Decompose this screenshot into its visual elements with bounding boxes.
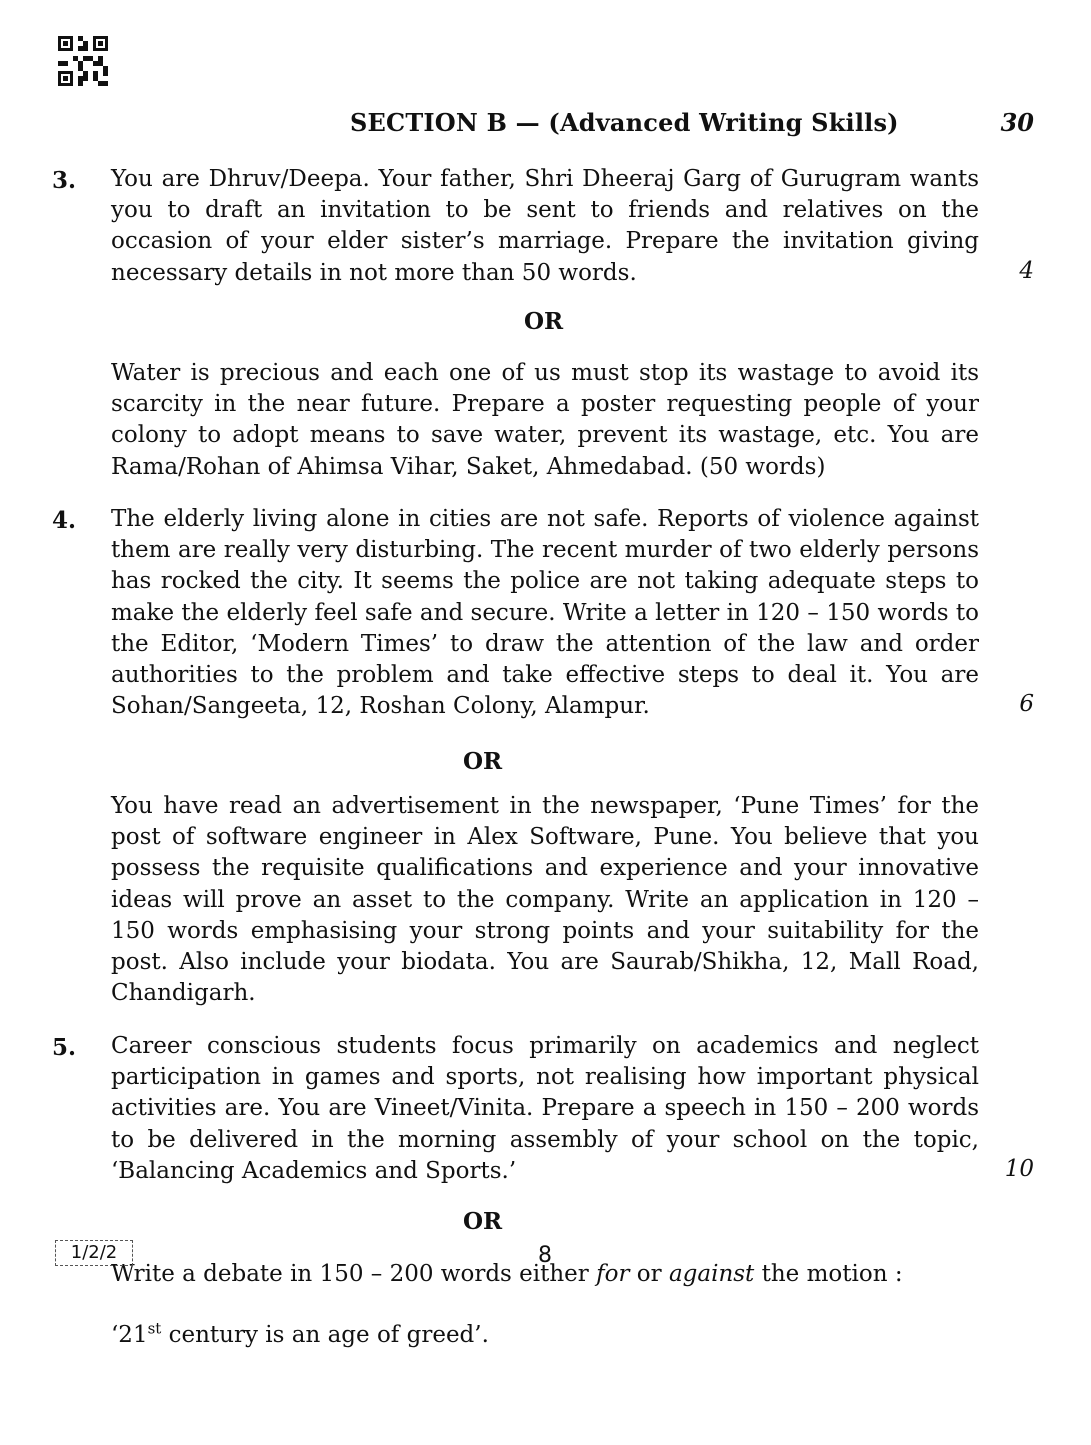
debate-motion [111,1320,979,1351]
section-header [0,108,1091,140]
motion-superscript: st [147,1319,162,1338]
question-text: Career conscious students focus primarily on academics and neglect participation in games and sports, not realising how important physical activities are. You are Vineet/Vinita. Prepare a speech in 150 – 200 words to be delivered in the morning assembly of your school on the topic, ‘Balancing Academics and Sports.’ [111,1033,979,1184]
question-number: 4. [52,507,77,534]
alt-text-against: against [668,1261,755,1287]
question-marks: 10 [1004,1156,1034,1182]
question-text: You are Dhruv/Deepa. Your father, Shri Dheeraj Garg of Gurugram wants you to draft an invitation to be sent to friends and relatives on the occasion of your elder sister’s marriage. Prepare the invitation giving necessary details in not more than 50 words. [111,166,979,286]
alternative-question-text: Water is precious and each one of us must stop its wastage to avoid its scarcity in the near future. Prepare a poster requesting people of your colony to adopt means to save water, prevent its wastage, etc. You are Rama/Rohan of Ahimsa Vihar, Saket, Ahmedabad. (50 words) [111,360,979,480]
question-marks: 4 [1019,258,1034,284]
or-label: OR [524,308,564,335]
motion-part: century is an age of greed’. [161,1322,489,1348]
question-marks: 6 [1019,691,1034,717]
alt-text-part: Write a debate in 150 – 200 words either [111,1261,597,1287]
alt-text-part: or [629,1261,669,1287]
question-text: The elderly living alone in cities are not safe. Reports of violence against them are really very disturbing. The recent murder of two elderly persons has rocked the city. It seems the police are not taking adequate steps to make the elderly feel safe and secure. Write a letter in 120 – 150 words to the Editor, ‘Modern Times’ to draw the attention of the law and order authorities to the problem and take effective steps to deal it. You are Sohan/Sangeeta, 12, Roshan Colony, Alampur. [111,506,979,720]
page-number: 8 [538,1243,552,1268]
paper-code: 1/2/2 [55,1240,133,1266]
question-number: 3. [52,167,77,194]
alt-text-for: for [596,1261,630,1287]
section-title: SECTION B — (Advanced Writing Skills) [350,108,899,137]
alt-text-part: the motion : [754,1261,903,1287]
or-label: OR [463,1208,503,1235]
or-label: OR [463,748,503,775]
qr-code-icon [58,36,108,86]
motion-part: ‘21 [111,1322,148,1348]
section-marks: 30 [1000,108,1034,137]
alternative-question-text: You have read an advertisement in the newspaper, ‘Pune Times’ for the post of software engineer in Alex Software, Pune. You believe that you possess the requisite qualifications and experience and your innovative ideas will prove an asset to the company. Write an application in 120 – 150 words emphasising your strong points and your suitability for the post. Also include your biodata. You are Saurab/Shikha, 12, Mall Road, Chandigarh. [111,793,979,1007]
question-number: 5. [52,1034,77,1061]
